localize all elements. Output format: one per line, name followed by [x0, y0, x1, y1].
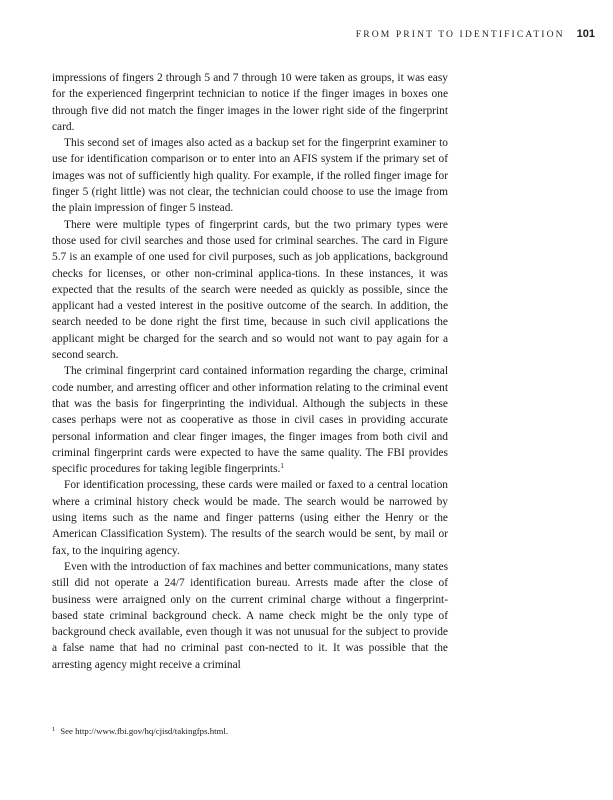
- page-number: 101: [576, 28, 595, 40]
- footnote-reference: 1: [280, 462, 284, 471]
- footnote-text: See http://www.fbi.gov/hq/cjisd/takingfps.html.: [60, 726, 229, 736]
- body-text: [52, 70, 448, 673]
- paragraph-6: Even with the introduction of fax machines and better communications, many states still did not operate a 24/7 identification bureau. Arrests made after the close of business were arraigned only on the current criminal charge without a fingerprint-based state criminal background check. A name check might be the only type of background check available, even though it was not unusual for the subject to provide a false name that had no criminal past con-nected to it. It was possible that the arresting agency might receive a criminal: [52, 560, 448, 671]
- paragraph-4: [52, 363, 448, 477]
- paragraph-4-text: The criminal fingerprint card contained information regarding the charge, criminal code number, and arresting officer and other information relating to the criminal event that was the basis for fingerprinting the individual. Although the subjects in these cases perhaps were not as cooperative as those in civil cases in providing accurate personal information and clear finger images, the finger images from both civil and criminal fingerprint cards were expected to have the same quality. The FBI provides specific procedures for taking legible fingerprints.: [52, 365, 448, 476]
- running-head: [356, 28, 595, 40]
- paragraph-1: impressions of fingers 2 through 5 and 7 through 10 were taken as groups, it was easy for the experienced fingerprint technician to notice if the finger images in boxes one through five did not match the finger images in the lower right side of the fingerprint card.: [52, 72, 448, 133]
- paragraph-5: For identification processing, these cards were mailed or faxed to a central location where a criminal history check would be made. The search would be narrowed by using items such as the name and finger patterns (using either the Henry or the American Classification System). The results of the search would be sent, by mail or fax, to the inquiring agency.: [52, 479, 448, 557]
- paragraph-3: There were multiple types of fingerprint cards, but the two primary types were those used for civil searches and those used for criminal searches. The card in Figure 5.7 is an example of one used for civil purposes, such as job applications, background checks for licenses, or other non-criminal applica-tions. In these instances, it was expected that the results of the search were needed as quickly as possible, since the applicant had a vested interest in the positive outcome of the search. In addition, the search needed to be done right the first time, because in such civil applications the applicant might be charged for the search and so would not want to pay again for a second search.: [52, 218, 448, 362]
- paragraph-2: This second set of images also acted as a backup set for the fingerprint examiner to use for identification comparison or to enter into an AFIS system if the primary set of images was not of sufficiently high quality. For example, if the rolled finger image for finger 5 (right little) was not clear, the technician could choose to use the image from the plain impression of finger 5 instead.: [52, 137, 448, 215]
- footnote: [52, 724, 448, 737]
- running-title: FROM PRINT TO IDENTIFICATION: [355, 29, 565, 40]
- footnote-marker: 1: [52, 726, 56, 733]
